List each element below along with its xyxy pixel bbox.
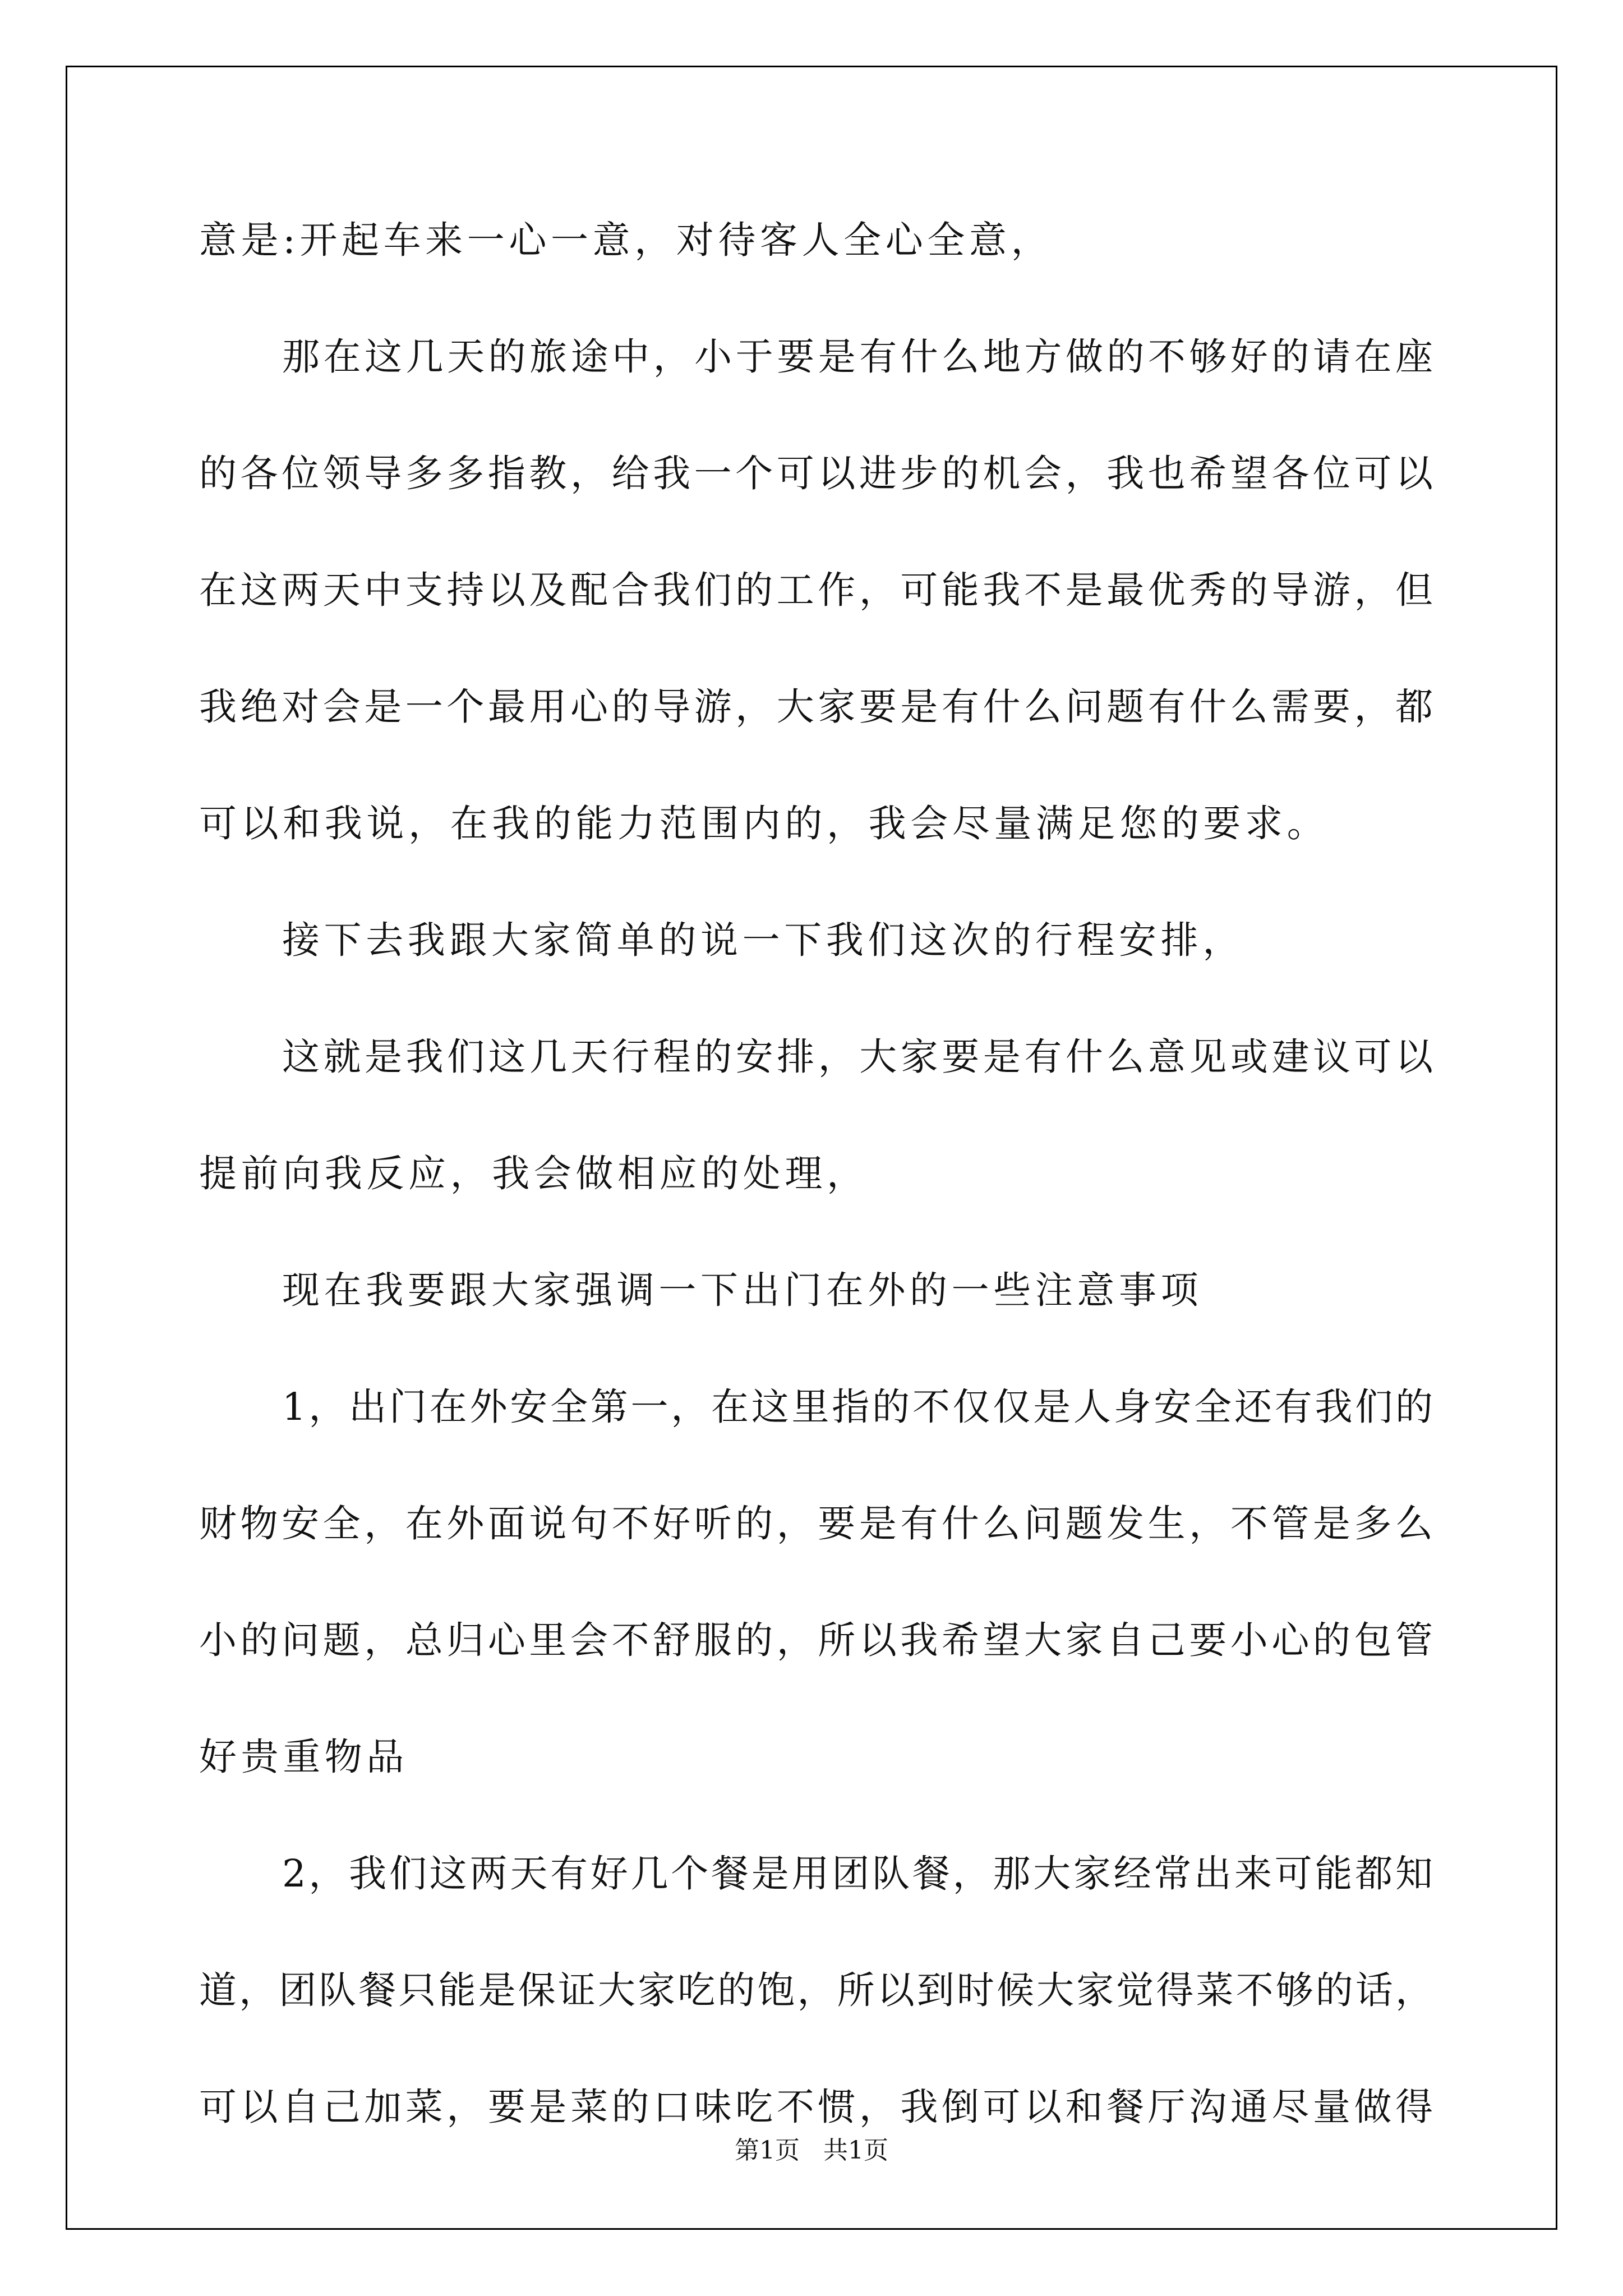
text-line: 提前向我反应，我会做相应的处理，	[199, 1152, 869, 1195]
text-line: 的各位领导多多指教，给我一个可以进步的机会，我也希望各位可以	[199, 452, 1433, 495]
page-number-footer: 第1页 共1页	[735, 2136, 888, 2165]
text-line: 小的问题，总归心里会不舒服的，所以我希望大家自己要小心的包管	[199, 1618, 1433, 1662]
text-line: 那在这几天的旅途中，小于要是有什么地方做的不够好的请在座	[282, 335, 1433, 379]
text-line: 接下去我跟大家简单的说一下我们这次的行程安排，	[282, 918, 1244, 962]
text-line: 2，我们这两天有好几个餐是用团队餐，那大家经常出来可能都知	[282, 1852, 1433, 1895]
text-line: 意是:开起车来一心一意，对待客人全心全意，	[199, 218, 1053, 262]
text-line: 这就是我们这几天行程的安排，大家要是有什么意见或建议可以	[282, 1035, 1433, 1079]
text-line: 可以自己加菜，要是菜的口味吃不惯，我倒可以和餐厅沟通尽量做得	[199, 2085, 1433, 2129]
text-line: 财物安全，在外面说句不好听的，要是有什么问题发生，不管是多么	[199, 1502, 1433, 1545]
text-line: 道，团队餐只能是保证大家吃的饱，所以到时候大家觉得菜不够的话，	[199, 1968, 1433, 2012]
page-frame	[66, 66, 1557, 2230]
text-line: 好贵重物品	[199, 1735, 408, 1779]
text-line: 可以和我说，在我的能力范围内的，我会尽量满足您的要求。	[199, 802, 1329, 845]
text-line: 1，出门在外安全第一，在这里指的不仅仅是人身安全还有我们的	[282, 1385, 1433, 1429]
text-line: 我绝对会是一个最用心的导游，大家要是有什么问题有什么需要，都	[199, 685, 1433, 729]
text-line: 在这两天中支持以及配合我们的工作，可能我不是最优秀的导游，但	[199, 568, 1433, 612]
text-line: 现在我要跟大家强调一下出门在外的一些注意事项	[282, 1268, 1203, 1312]
